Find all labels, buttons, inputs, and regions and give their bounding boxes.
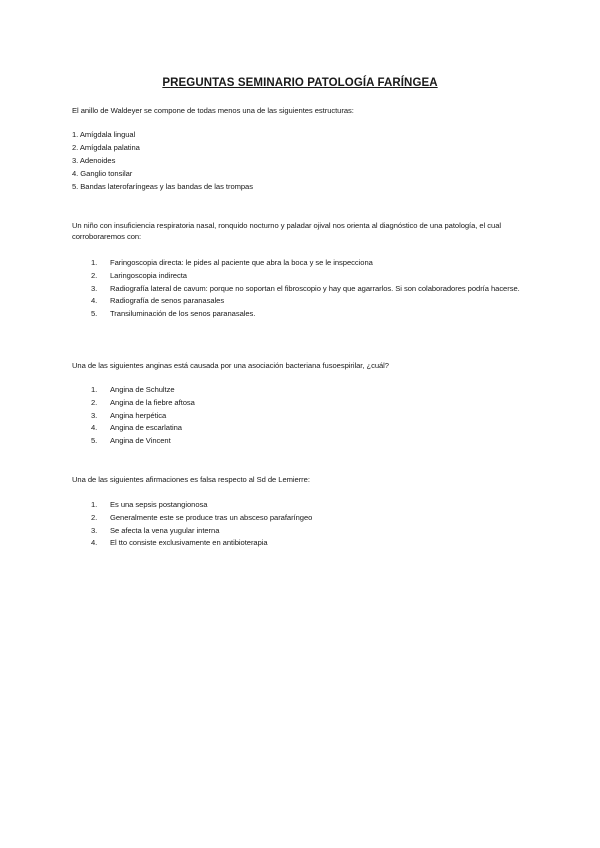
option <box>91 384 531 397</box>
option-text: Laringoscopia indirecta <box>110 270 187 280</box>
option-number: 2. <box>91 397 98 407</box>
option-text: Angina herpética <box>110 410 167 420</box>
option-text: Generalmente este se produce tras un absceso parafaríngeo <box>110 512 313 522</box>
option <box>72 141 253 154</box>
option <box>91 525 531 538</box>
question-1-options <box>72 128 253 193</box>
option-number: 1. <box>72 130 79 139</box>
option <box>91 410 531 423</box>
option <box>72 154 253 167</box>
option-text: Adenoides <box>79 156 116 165</box>
option-text: Bandas laterofaríngeas y las bandas de las trompas <box>80 182 253 191</box>
option <box>91 283 531 295</box>
option-text: Amígdala lingual <box>79 130 136 139</box>
option-number: 1. <box>91 500 98 509</box>
option-number: 4. <box>91 423 98 433</box>
option <box>72 180 253 193</box>
option-number: 4. <box>91 296 98 305</box>
option-text: El tto consiste exclusivamente en antibioterapia <box>110 538 268 548</box>
option-number: 4. <box>91 538 98 548</box>
option-number: 4. <box>72 169 79 178</box>
question-1-text: El anillo de Waldeyer se compone de todas menos una de las siguientes estructuras: <box>72 106 354 115</box>
page-title: PREGUNTAS SEMINARIO PATOLOGÍA FARÍNGEA <box>162 77 438 89</box>
question-2-text: Un niño con insuficiencia respiratoria nasal, ronquido nocturno y paladar ojival nos orienta al diagnóstico de una patología, el cual corroboraremos con: <box>72 221 502 241</box>
option-text: Transiluminación de los senos paranasales. <box>110 308 256 318</box>
option-text: Ganglio tonsilar <box>80 169 133 178</box>
question-3-text: Una de las siguientes anginas está causada por una asociación bacteriana fusoespirilar, ¿cuál? <box>72 361 389 370</box>
option-text: Radiografía lateral de cavum: porque no soportan el fibroscopio y hay que agarrarlos. Si son colaboradores podría hacerse. <box>110 283 520 293</box>
option-number: 3. <box>72 156 79 165</box>
option-text: Angina de la fiebre aftosa <box>110 397 195 407</box>
option-number: 3. <box>91 410 98 420</box>
question-4-text: Una de las siguientes afirmaciones es falsa respecto al Sd de Lemierre: <box>72 475 310 484</box>
option-number: 2. <box>91 270 98 280</box>
option-number: 3. <box>91 525 98 535</box>
option-number: 2. <box>91 512 98 522</box>
option-text: Es una sepsis postangionosa <box>110 500 208 509</box>
option <box>91 397 531 410</box>
option-text: Amígdala palatina <box>79 143 140 152</box>
option-number: 3. <box>91 283 98 293</box>
option <box>91 537 531 550</box>
option <box>91 308 531 321</box>
option-number: 5. <box>72 182 79 191</box>
option-number: 5. <box>91 308 98 318</box>
option <box>91 435 531 448</box>
option <box>72 128 253 141</box>
question-3-options <box>91 384 531 448</box>
option <box>91 512 531 525</box>
option-text: Faringoscopia directa: le pides al paciente que abra la boca y se le inspecciona <box>110 258 373 267</box>
option <box>91 257 531 270</box>
option <box>91 422 531 435</box>
option <box>91 295 531 308</box>
option <box>91 270 531 283</box>
option-text: Angina de Vincent <box>110 436 171 446</box>
option-number: 5. <box>91 436 98 446</box>
option <box>91 499 531 512</box>
option-text: Angina de Schultze <box>110 385 175 394</box>
option-number: 1. <box>91 258 98 267</box>
option-text: Radiografía de senos paranasales <box>110 296 225 305</box>
option-number: 2. <box>72 143 79 152</box>
option <box>72 167 253 180</box>
option-text: Angina de escarlatina <box>110 423 182 433</box>
option-number: 1. <box>91 385 98 394</box>
question-4-options <box>91 499 531 550</box>
option-text: Se afecta la vena yugular interna <box>110 525 220 535</box>
question-2-options <box>91 257 531 321</box>
